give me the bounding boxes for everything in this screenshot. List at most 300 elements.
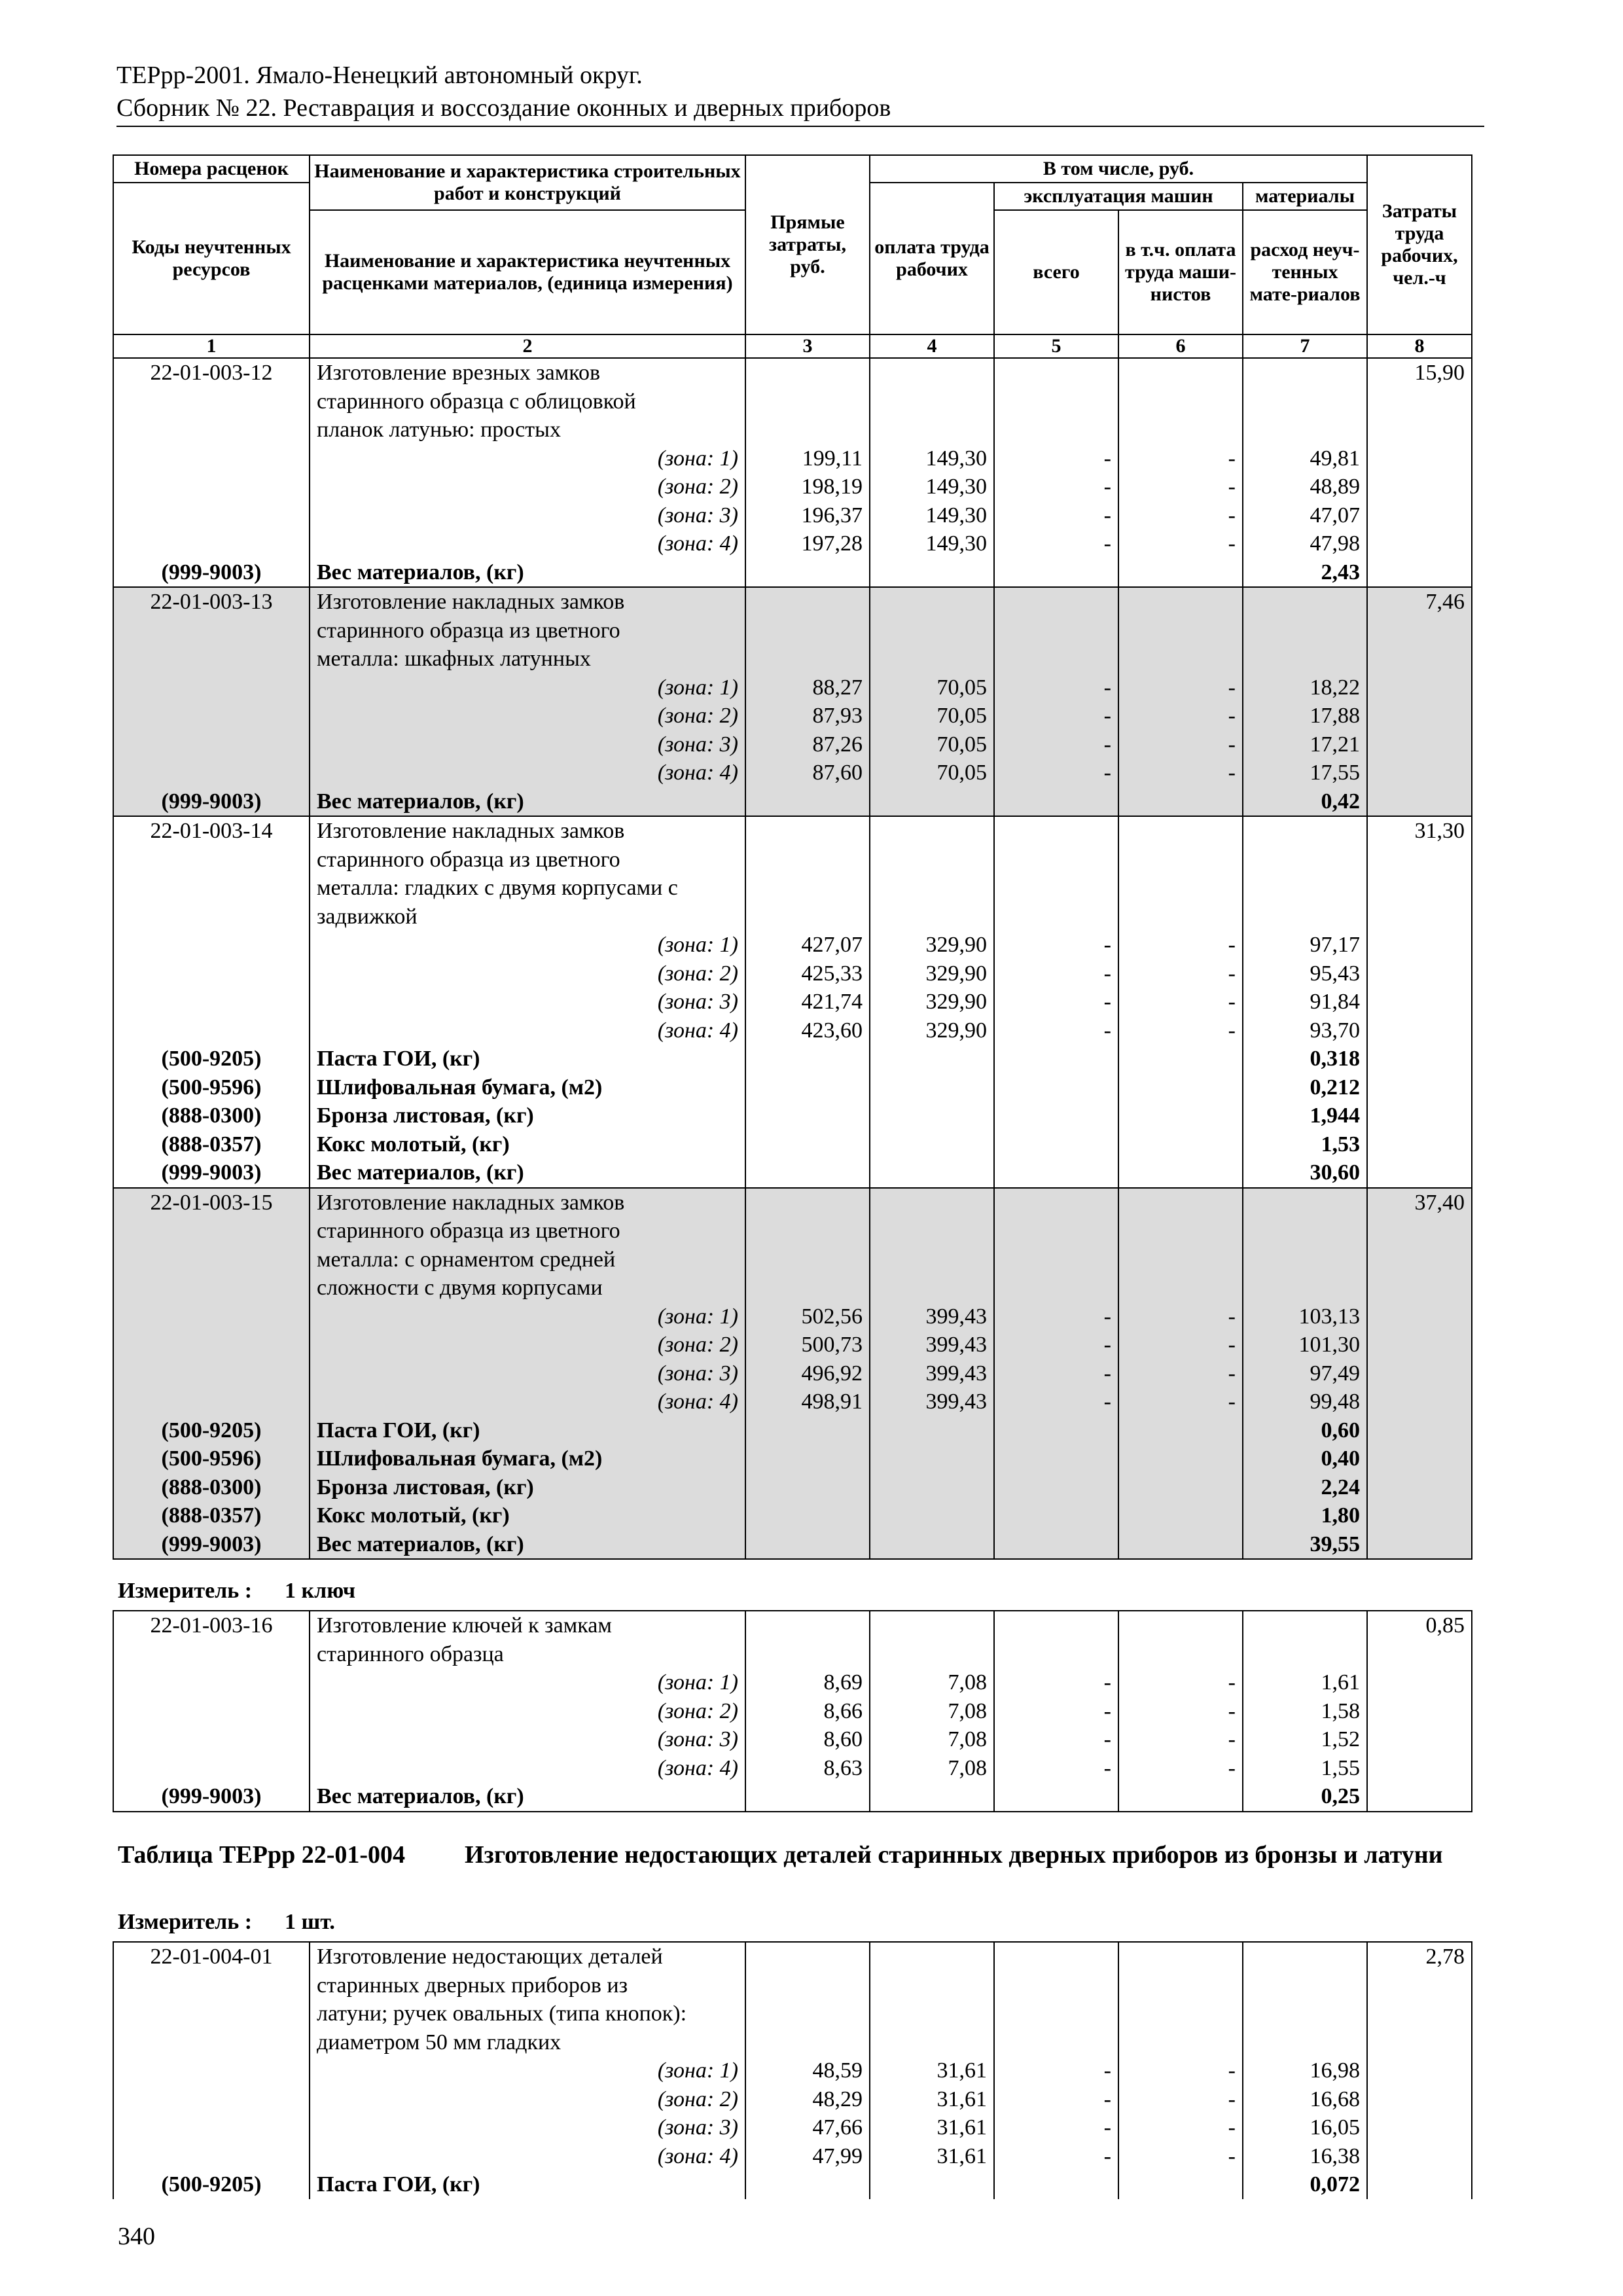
empty-cell (1367, 988, 1472, 1016)
empty-cell (1367, 1697, 1472, 1726)
empty-cell (870, 1942, 994, 1971)
col1-top-header: Номера расценок (113, 155, 310, 183)
empty-cell (745, 1640, 870, 1669)
resource-name: Кокс молотый, (кг) (310, 1501, 745, 1530)
machinist-pay: - (1118, 2085, 1243, 2114)
empty-cell (113, 1359, 310, 1388)
col-number: 8 (1367, 334, 1472, 358)
table-body (113, 358, 1472, 1559)
empty-cell (745, 1611, 870, 1640)
empty-cell (1118, 1130, 1243, 1159)
empty-cell (870, 1246, 994, 1274)
empty-cell (994, 1274, 1118, 1302)
rate-name-row (113, 1942, 1472, 1971)
zone-row (113, 501, 1472, 530)
rate-code (113, 416, 310, 444)
empty-cell (745, 1274, 870, 1302)
rate-name-row (113, 1274, 1472, 1302)
empty-cell (745, 1188, 870, 1217)
empty-cell (745, 1473, 870, 1502)
rate-code: 22-01-003-16 (113, 1611, 310, 1640)
empty-cell (1367, 501, 1472, 530)
labor-cost (1367, 1274, 1472, 1302)
rate-name-row (113, 1971, 1472, 2000)
machinist-pay: - (1118, 2113, 1243, 2142)
worker-pay: 329,90 (870, 988, 994, 1016)
empty-cell (1118, 1473, 1243, 1502)
resource-name: Шлифовальная бумага, (м2) (310, 1073, 745, 1102)
empty-cell (994, 1158, 1118, 1188)
empty-cell (745, 1102, 870, 1130)
zone-row (113, 2085, 1472, 2114)
resource-code: (999-9003) (113, 1530, 310, 1560)
direct-cost: 48,59 (745, 2056, 870, 2085)
resource-code: (999-9003) (113, 1158, 310, 1188)
empty-cell (745, 903, 870, 931)
empty-cell (1367, 1073, 1472, 1102)
measure-value: 1 шт. (285, 1910, 335, 1934)
empty-cell (870, 645, 994, 673)
empty-cell (1367, 1501, 1472, 1530)
empty-cell (113, 960, 310, 988)
machinist-pay: - (1118, 960, 1243, 988)
material-row (113, 558, 1472, 588)
empty-cell (994, 558, 1118, 588)
direct-cost: 87,93 (745, 702, 870, 730)
labor-cost (1367, 903, 1472, 931)
empty-cell (1367, 1668, 1472, 1697)
measure-value: 1 ключ (285, 1579, 356, 1603)
empty-cell (745, 1073, 870, 1102)
empty-cell (994, 903, 1118, 931)
empty-cell (1118, 617, 1243, 645)
direct-cost: 198,19 (745, 473, 870, 501)
header-line-2: Сборник № 22. Реставрация и воссоздание оконных и дверных приборов (116, 94, 891, 122)
resource-consumption: 2,24 (1243, 1473, 1367, 1502)
rate-code (113, 1971, 310, 2000)
machines-total: - (994, 730, 1118, 759)
materials-cost: 16,68 (1243, 2085, 1367, 2114)
empty-cell (1118, 645, 1243, 673)
empty-cell (1118, 1073, 1243, 1102)
zone-label: (зона: 3) (310, 730, 745, 759)
empty-cell (1367, 1530, 1472, 1560)
zone-label: (зона: 4) (310, 2142, 745, 2171)
empty-cell (745, 1045, 870, 1073)
empty-cell (113, 1668, 310, 1697)
empty-cell (745, 1971, 870, 2000)
col-number: 3 (745, 334, 870, 358)
machinist-pay: - (1118, 1388, 1243, 1416)
empty-cell (1118, 1611, 1243, 1640)
direct-cost: 502,56 (745, 1302, 870, 1331)
materials-cost: 16,05 (1243, 2113, 1367, 2142)
machinist-pay: - (1118, 988, 1243, 1016)
zone-label: (зона: 1) (310, 673, 745, 702)
empty-cell (1243, 1971, 1367, 2000)
col3-header: Прямые затраты, руб. (745, 155, 870, 334)
resource-code: (888-0357) (113, 1501, 310, 1530)
empty-cell (1243, 358, 1367, 387)
empty-cell (1243, 816, 1367, 846)
machines-total: - (994, 2056, 1118, 2085)
resource-consumption: 1,944 (1243, 1102, 1367, 1130)
empty-cell (1118, 1444, 1243, 1473)
rate-code: 22-01-003-13 (113, 587, 310, 617)
zone-row (113, 1302, 1472, 1331)
empty-cell (870, 1158, 994, 1188)
machines-total: - (994, 673, 1118, 702)
empty-cell (113, 702, 310, 730)
direct-cost: 8,69 (745, 1668, 870, 1697)
zone-row (113, 1725, 1472, 1754)
worker-pay: 31,61 (870, 2056, 994, 2085)
zone-label: (зона: 1) (310, 931, 745, 960)
empty-cell (1118, 387, 1243, 416)
material-row (113, 1416, 1472, 1445)
rate-name-line: Изготовление недостающих деталей (310, 1942, 745, 1971)
rate-name-row (113, 903, 1472, 931)
resource-code: (500-9205) (113, 1416, 310, 1445)
empty-cell (870, 1274, 994, 1302)
worker-pay: 399,43 (870, 1359, 994, 1388)
empty-cell (870, 874, 994, 903)
direct-cost: 87,60 (745, 759, 870, 787)
empty-cell (994, 617, 1118, 645)
empty-cell (113, 529, 310, 558)
rate-name-line: металла: гладких с двумя корпусами с (310, 874, 745, 903)
zone-row (113, 2056, 1472, 2085)
resource-code: (500-9205) (113, 2170, 310, 2199)
empty-cell (1367, 1302, 1472, 1331)
empty-cell (1367, 1158, 1472, 1188)
machines-total: - (994, 2085, 1118, 2114)
col2-bottom-header: Наименование и характеристика неучтенных расценками материалов, (единица измерения) (310, 210, 745, 334)
direct-cost: 500,73 (745, 1331, 870, 1359)
material-row (113, 1073, 1472, 1102)
empty-cell (1118, 1416, 1243, 1445)
empty-cell (994, 1782, 1118, 1812)
empty-cell (870, 903, 994, 931)
empty-cell (1243, 1942, 1367, 1971)
empty-cell (1243, 1274, 1367, 1302)
resource-consumption: 2,43 (1243, 558, 1367, 588)
empty-cell (1367, 2170, 1472, 2199)
empty-cell (745, 816, 870, 846)
empty-cell (1367, 2056, 1472, 2085)
rate-name-row (113, 1246, 1472, 1274)
resource-name: Кокс молотый, (кг) (310, 1130, 745, 1159)
empty-cell (994, 1130, 1118, 1159)
labor-cost (1367, 846, 1472, 874)
rate-code (113, 645, 310, 673)
zone-row (113, 473, 1472, 501)
resource-name: Вес материалов, (кг) (310, 558, 745, 588)
machines-total: - (994, 1016, 1118, 1045)
machinist-pay: - (1118, 1754, 1243, 1783)
rate-code (113, 846, 310, 874)
rate-code (113, 617, 310, 645)
empty-cell (745, 1416, 870, 1445)
empty-cell (870, 617, 994, 645)
rate-name-row (113, 2028, 1472, 2057)
machines-total: - (994, 1754, 1118, 1783)
materials-cost: 1,55 (1243, 1754, 1367, 1783)
empty-cell (1118, 1246, 1243, 1274)
direct-cost: 498,91 (745, 1388, 870, 1416)
table-title-text: Изготовление недостающих деталей старинных дверных приборов из бронзы и латуни (465, 1841, 1443, 1869)
empty-cell (745, 645, 870, 673)
empty-cell (113, 1697, 310, 1726)
material-row (113, 1045, 1472, 1073)
resource-code: (888-0300) (113, 1473, 310, 1502)
labor-cost (1367, 617, 1472, 645)
machinist-pay: - (1118, 1016, 1243, 1045)
empty-cell (113, 501, 310, 530)
empty-cell (870, 1501, 994, 1530)
empty-cell (1367, 1754, 1472, 1783)
labor-cost (1367, 1246, 1472, 1274)
zone-row (113, 960, 1472, 988)
empty-cell (745, 2000, 870, 2028)
empty-cell (994, 1640, 1118, 1669)
empty-cell (1367, 2142, 1472, 2171)
labor-cost (1367, 1217, 1472, 1246)
empty-cell (113, 2085, 310, 2114)
measure-label: Измеритель : (118, 1910, 253, 1934)
rate-name-line: планок латунью: простых (310, 416, 745, 444)
empty-cell (994, 2000, 1118, 2028)
empty-cell (870, 787, 994, 817)
empty-cell (1367, 673, 1472, 702)
rate-name-line: металла: шкафных латунных (310, 645, 745, 673)
empty-cell (1118, 1942, 1243, 1971)
worker-pay: 31,61 (870, 2113, 994, 2142)
empty-cell (870, 587, 994, 617)
col-number: 5 (994, 334, 1118, 358)
resource-name: Паста ГОИ, (кг) (310, 1416, 745, 1445)
material-row (113, 787, 1472, 817)
empty-cell (1118, 816, 1243, 846)
resource-consumption: 0,318 (1243, 1045, 1367, 1073)
zone-label: (зона: 2) (310, 960, 745, 988)
rate-name-row (113, 1188, 1472, 1217)
worker-pay: 70,05 (870, 673, 994, 702)
empty-cell (1118, 1158, 1243, 1188)
zone-row (113, 529, 1472, 558)
labor-cost: 31,30 (1367, 816, 1472, 846)
zone-label: (зона: 4) (310, 759, 745, 787)
rate-name-line: Изготовление накладных замков (310, 587, 745, 617)
direct-cost: 47,99 (745, 2142, 870, 2171)
resource-code: (999-9003) (113, 558, 310, 588)
col2-top-header: Наименование и характеристика строительных работ и конструкций (310, 155, 745, 210)
empty-cell (113, 2113, 310, 2142)
rate-name-row (113, 358, 1472, 387)
zone-row (113, 1331, 1472, 1359)
machines-total: - (994, 759, 1118, 787)
machines-total: - (994, 931, 1118, 960)
material-row (113, 1473, 1472, 1502)
rate-name-row (113, 387, 1472, 416)
empty-cell (994, 846, 1118, 874)
direct-cost: 87,26 (745, 730, 870, 759)
direct-cost: 8,60 (745, 1725, 870, 1754)
labor-cost: 2,78 (1367, 1942, 1472, 1971)
rate-code (113, 1246, 310, 1274)
rate-code (113, 2028, 310, 2057)
empty-cell (1118, 874, 1243, 903)
empty-cell (994, 1217, 1118, 1246)
rate-name-row (113, 587, 1472, 617)
machines-total: - (994, 702, 1118, 730)
rates-table-004 (113, 1941, 1472, 2199)
zone-row (113, 673, 1472, 702)
machines-total: - (994, 473, 1118, 501)
materials-cost: 17,88 (1243, 702, 1367, 730)
worker-pay: 70,05 (870, 759, 994, 787)
empty-cell (1367, 1016, 1472, 1045)
empty-cell (994, 416, 1118, 444)
machinist-pay: - (1118, 1302, 1243, 1331)
header-line-1: ТЕРрр-2001. Ямало-Ненецкий автономный округ. (116, 62, 643, 89)
worker-pay: 31,61 (870, 2142, 994, 2171)
empty-cell (994, 387, 1118, 416)
rate-name-line: латуни; ручек овальных (типа кнопок): (310, 2000, 745, 2028)
empty-cell (745, 1530, 870, 1560)
materials-cost: 18,22 (1243, 673, 1367, 702)
col-number: 4 (870, 334, 994, 358)
empty-cell (1367, 1102, 1472, 1130)
machines-total: - (994, 1302, 1118, 1331)
machines-total: - (994, 2142, 1118, 2171)
empty-cell (1367, 1444, 1472, 1473)
col-number: 7 (1243, 334, 1367, 358)
labor-cost (1367, 416, 1472, 444)
empty-cell (994, 1971, 1118, 2000)
empty-cell (745, 846, 870, 874)
worker-pay: 70,05 (870, 730, 994, 759)
materials-cost: 97,49 (1243, 1359, 1367, 1388)
material-row (113, 1102, 1472, 1130)
empty-cell (1367, 558, 1472, 588)
material-row (113, 2170, 1472, 2199)
material-row (113, 1501, 1472, 1530)
resource-consumption: 0,42 (1243, 787, 1367, 817)
empty-cell (745, 587, 870, 617)
rate-name-line: старинного образца с облицовкой (310, 387, 745, 416)
empty-cell (870, 1045, 994, 1073)
resource-code: (500-9205) (113, 1045, 310, 1073)
empty-cell (1243, 617, 1367, 645)
empty-cell (745, 1782, 870, 1812)
empty-cell (1118, 787, 1243, 817)
empty-cell (994, 816, 1118, 846)
empty-cell (1243, 1188, 1367, 1217)
measure-line-1 (118, 1579, 355, 1604)
empty-cell (1243, 874, 1367, 903)
labor-cost (1367, 874, 1472, 903)
measure-line-2 (118, 1910, 335, 1935)
machinist-pay: - (1118, 473, 1243, 501)
direct-cost: 8,63 (745, 1754, 870, 1783)
rate-code (113, 387, 310, 416)
machines-total: - (994, 1725, 1118, 1754)
resource-consumption: 0,25 (1243, 1782, 1367, 1812)
worker-pay: 31,61 (870, 2085, 994, 2114)
labor-cost: 37,40 (1367, 1188, 1472, 1217)
empty-cell (994, 358, 1118, 387)
empty-cell (1367, 960, 1472, 988)
machines-total: - (994, 1668, 1118, 1697)
empty-cell (1118, 1102, 1243, 1130)
machinist-pay: - (1118, 759, 1243, 787)
worker-pay: 149,30 (870, 444, 994, 473)
empty-cell (113, 1331, 310, 1359)
empty-cell (1367, 529, 1472, 558)
empty-cell (870, 2028, 994, 2057)
machinist-pay: - (1118, 730, 1243, 759)
resource-consumption: 0,212 (1243, 1073, 1367, 1102)
rate-name-line: старинного образца из цветного (310, 1217, 745, 1246)
empty-cell (1243, 2000, 1367, 2028)
empty-cell (994, 1611, 1118, 1640)
materials-cost: 101,30 (1243, 1331, 1367, 1359)
labor-cost (1367, 2028, 1472, 2057)
machines-total: - (994, 1331, 1118, 1359)
zone-label: (зона: 1) (310, 2056, 745, 2085)
empty-cell (870, 387, 994, 416)
col6-header: в т.ч. оплата труда маши-нистов (1118, 210, 1243, 334)
materials-cost: 95,43 (1243, 960, 1367, 988)
direct-cost: 8,66 (745, 1697, 870, 1726)
empty-cell (745, 1501, 870, 1530)
zone-label: (зона: 2) (310, 1697, 745, 1726)
empty-cell (870, 1073, 994, 1102)
material-row (113, 1158, 1472, 1188)
material-row (113, 1530, 1472, 1560)
zone-label: (зона: 2) (310, 2085, 745, 2114)
empty-cell (1367, 759, 1472, 787)
zone-label: (зона: 3) (310, 2113, 745, 2142)
rate-name-row (113, 645, 1472, 673)
empty-cell (745, 2028, 870, 2057)
empty-cell (1243, 846, 1367, 874)
empty-cell (1367, 1331, 1472, 1359)
resource-name: Бронза листовая, (кг) (310, 1473, 745, 1502)
materials-header: материалы (1243, 183, 1367, 210)
empty-cell (870, 1217, 994, 1246)
col1-bottom-header: Коды неучтенных ресурсов (113, 183, 310, 334)
empty-cell (994, 1246, 1118, 1274)
machines-total: - (994, 988, 1118, 1016)
empty-cell (1367, 2113, 1472, 2142)
empty-cell (745, 787, 870, 817)
empty-cell (1367, 1359, 1472, 1388)
empty-cell (1118, 358, 1243, 387)
empty-cell (870, 1444, 994, 1473)
empty-cell (1367, 702, 1472, 730)
empty-cell (870, 2170, 994, 2199)
rate-name-line: старинного образца (310, 1640, 745, 1669)
zone-label: (зона: 1) (310, 444, 745, 473)
resource-consumption: 0,60 (1243, 1416, 1367, 1445)
materials-cost: 97,17 (1243, 931, 1367, 960)
resource-name: Вес материалов, (кг) (310, 1158, 745, 1188)
empty-cell (745, 1942, 870, 1971)
zone-row (113, 1697, 1472, 1726)
materials-cost: 17,55 (1243, 759, 1367, 787)
